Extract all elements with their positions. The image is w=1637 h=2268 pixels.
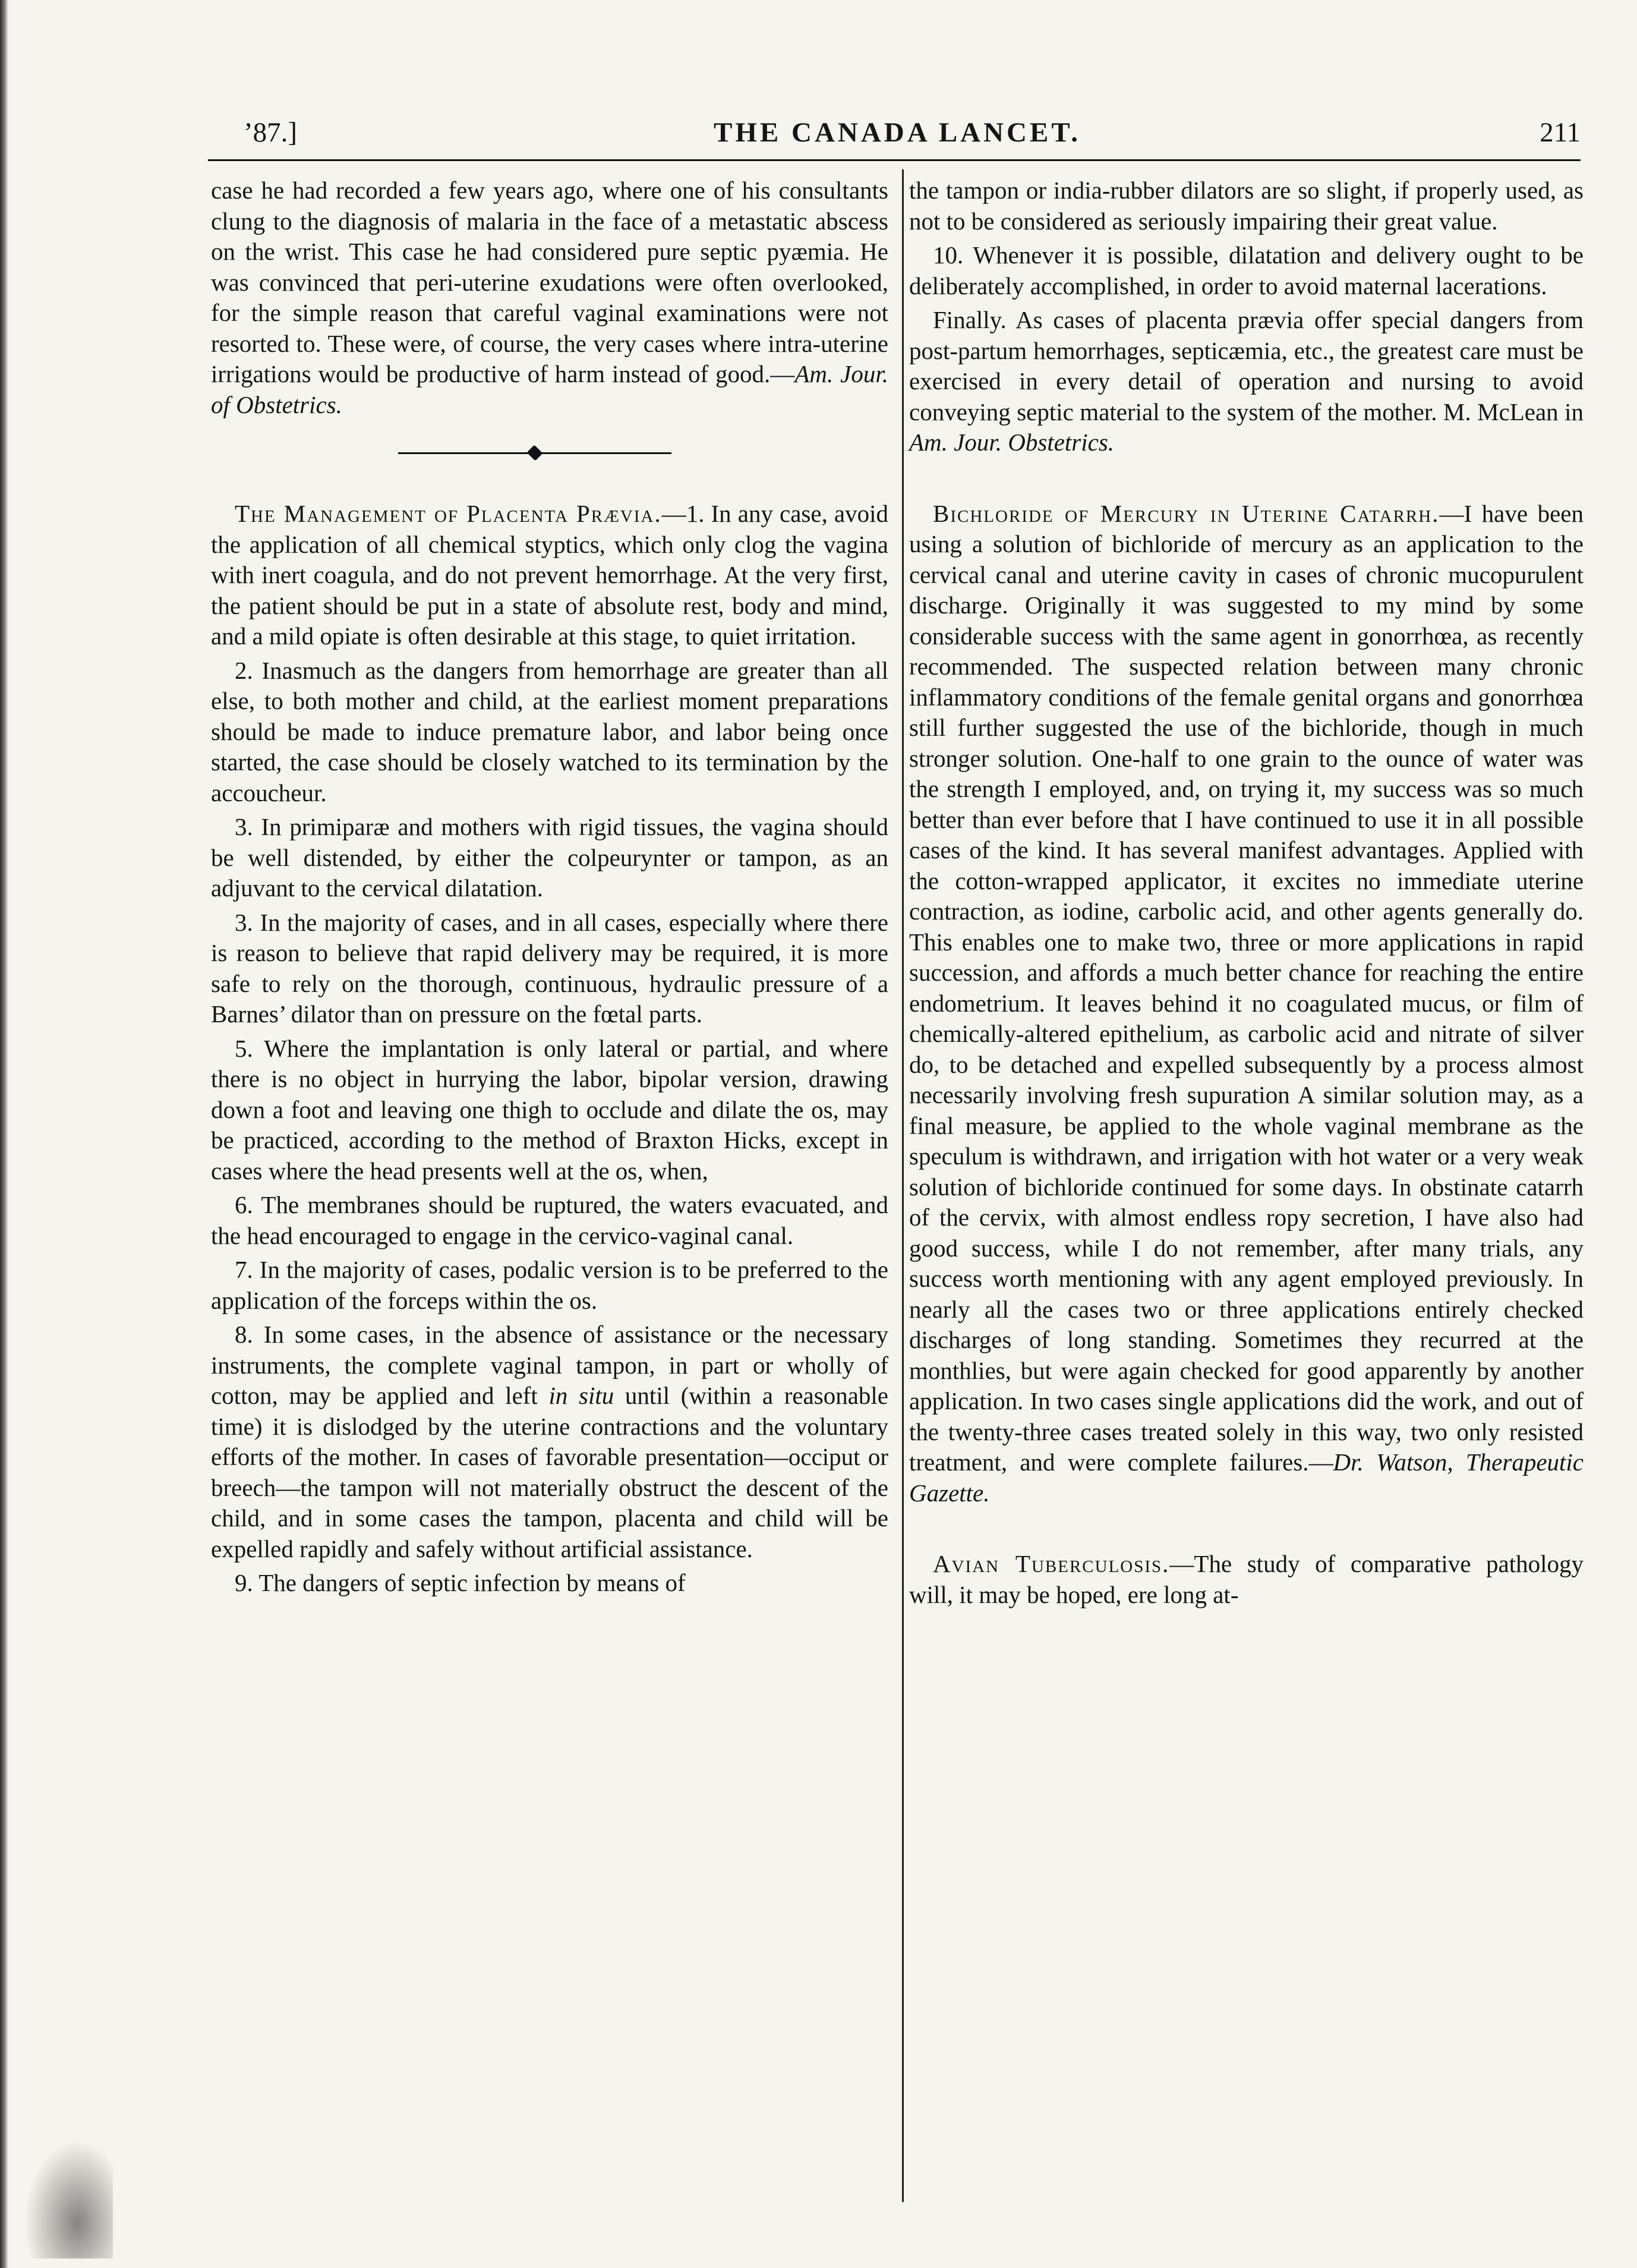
item-8-italic: in situ bbox=[548, 1382, 614, 1409]
finally-text: Finally. As cases of placenta prævia offer special dangers from post-partum hemorrhages, septicæmia, etc., the greatest care must be exercised in every detail of operation and nursing to avoid conveying septic material to the system of the mother. M. McLean in bbox=[909, 306, 1584, 426]
item-8-text-a: 8. In some cases, in the absence of assistance or the necessary instruments, the complete vaginal tampon, in part or wholly of cotton, may be applied and left bbox=[211, 1321, 888, 1409]
item-8-text-b: until (within a reasonable time) it is dislodged by the uterine contractions and the voluntary efforts of the mother. In cases of favorable presentation—occiput or breech—the tampon will not materially obstruct the descent of the child, and in some cases the tampon, placenta and child will be expelled rapidly and safely without artificial assistance. bbox=[211, 1382, 888, 1563]
article-title: The Management of Placenta Prævia. bbox=[235, 500, 662, 527]
section-gap-2 bbox=[909, 1508, 1584, 1545]
page-binding-shadow bbox=[0, 0, 8, 2268]
item-6: 6. The membranes should be ruptured, the waters evacuated, and the head encouraged to engage in the cervico-vaginal canal. bbox=[211, 1191, 888, 1249]
section-ornament bbox=[211, 444, 888, 462]
running-header bbox=[214, 116, 1581, 164]
left-column bbox=[211, 175, 888, 1599]
intro-source: Am. Jour. of Obstetrics. bbox=[211, 360, 888, 418]
finally-source: Am. Jour. Obstetrics. bbox=[909, 429, 1115, 456]
ornament-diamond bbox=[527, 445, 543, 461]
item-9: 9. The dangers of septic infection by means of bbox=[235, 1569, 686, 1596]
item-2: 2. Inasmuch as the dangers from hemorrhage are greater than all else, to both mother and child, at the earliest moment preparations should be made to induce premature labor, and labor being once started, the case should be closely watched to its termination by the accoucheur. bbox=[211, 656, 888, 807]
intro-paragraph bbox=[211, 175, 888, 420]
avian-article bbox=[909, 1549, 1584, 1610]
item-7: 7. In the majority of cases, podalic version is to be preferred to the application of the forceps within the os. bbox=[211, 1256, 888, 1314]
item-3b: 3. In the majority of cases, and in all cases, especially where there is reason to believe that rapid delivery may be required, it is more safe to rely on the thorough, continuous, hydraulic pressure of a Barnes’ dilator than on pressure on the fœtal parts. bbox=[211, 908, 888, 1028]
bichloride-text: —I have been using a solution of bichloride of mercury as an application to the cervical canal and uterine cavity in cases of chronic mucopurulent discharge. Originally it was suggested to my mind by some considerable success with the same agent in gonorrhœa, as recently recommended. The suspected relation between many chronic inflammatory conditions of the female genital organs and gonorrhœa still further suggested the use of the bichloride, though in much stronger solution. One-half to one grain to the ounce of water was the strength I employed, and, on trying it, my success was so much better than ever before that I have continued to use it in all possible cases of the kind. It has several manifest advantages. Applied with the cotton-wrapped applicator, it excites no immediate uterine contraction, as iodine, carbolic acid, and other agents generally do. This enables one to make two, three or more applications in rapid succession, and affords a much better chance for reaching the entire endometrium. It leaves behind it no coagulated mucus, or film of chemically-altered epithelium, as carbolic acid and nitrate of silver do, to be detached and expelled subsequently by a process almost necessarily involving fresh supuration A similar solution may, as a final measure, be applied to the whole vaginal membrane as the speculum is withdrawn, and irrigation with hot water or a very weak solution of bichloride continued for some days. In obstinate catarrh of the cervix, with almost endless ropy secretion, I have also had good success, while I do not remember, after many trials, any success worth mentioning with any agent employed previously. In nearly all the cases two or three applications entirely checked discharges of long standing. Sometimes they recurred at the monthlies, but were again checked for good apparently by another application. In two cases single applications did the work, and out of the twenty-three cases treated solely in this way, two only resisted treatment, and were complete failures.— bbox=[909, 499, 1584, 1476]
finally-paragraph bbox=[909, 305, 1584, 458]
continuation-paragraph: the tampon or india-rubber dilators are so slight, if properly used, as not to be considered as seriously impairing their great value. bbox=[909, 177, 1584, 235]
page-number: 211 bbox=[1540, 117, 1581, 148]
header-year: ’87.] bbox=[244, 117, 298, 148]
avian-title: Avian Tuberculosis. bbox=[933, 1550, 1170, 1577]
journal-title: THE CANADA LANCET. bbox=[714, 117, 1081, 148]
item-8 bbox=[211, 1319, 888, 1564]
item-1 bbox=[211, 499, 888, 652]
avian-text: —The study of comparative pathology will, it may be hoped, ere long at- bbox=[909, 1550, 1584, 1608]
section-gap bbox=[909, 458, 1584, 495]
bichloride-title: Bichloride of Mercury in Uterine Catarrh. bbox=[933, 499, 1440, 527]
column-divider bbox=[902, 169, 904, 2202]
item-3a: 3. In primiparæ and mothers with rigid tissues, the vagina should be well distended, by either the colpeurynter or tampon, as an adjuvant to the cervical dilatation. bbox=[211, 813, 888, 902]
right-column bbox=[909, 175, 1584, 1610]
bichloride-article bbox=[909, 499, 1584, 1509]
header-rule bbox=[208, 159, 1581, 161]
corner-stain bbox=[24, 2140, 113, 2258]
item-1-text: —1. In any case, avoid the application of all chemical styptics, which only clog the vagina with inert coagula, and do not prevent hemorrhage. At the very first, the patient should be put in a state of absolute rest, body and mind, and a mild opiate is often desirable at this stage, to quiet irritation. bbox=[211, 500, 888, 650]
item-5: 5. Where the implantation is only lateral or partial, and where there is no object in hurrying the labor, bipolar version, drawing down a foot and leaving one thigh to occlude and dilate the os, may be practiced, according to the method of Braxton Hicks, except in cases where the head presents well at the os, when, bbox=[211, 1034, 888, 1185]
item-10: 10. Whenever it is possible, dilatation and delivery ought to be deliberately accomplished, in order to avoid maternal lacerations. bbox=[909, 241, 1584, 300]
bichloride-source: Dr. Watson, Therapeutic Gazette. bbox=[909, 1448, 1584, 1507]
intro-text: case he had recorded a few years ago, where one of his consultants clung to the diagnosis of malaria in the face of a metastatic abscess on the wrist. This case he had considered pure septic pyæmia. He was convinced that peri-uterine exudations were often overlooked, for the simple reason that careful vaginal examinations were not resorted to. These were, of course, the very cases where intra-uterine irrigations would be productive of harm instead of good.— bbox=[211, 177, 888, 388]
